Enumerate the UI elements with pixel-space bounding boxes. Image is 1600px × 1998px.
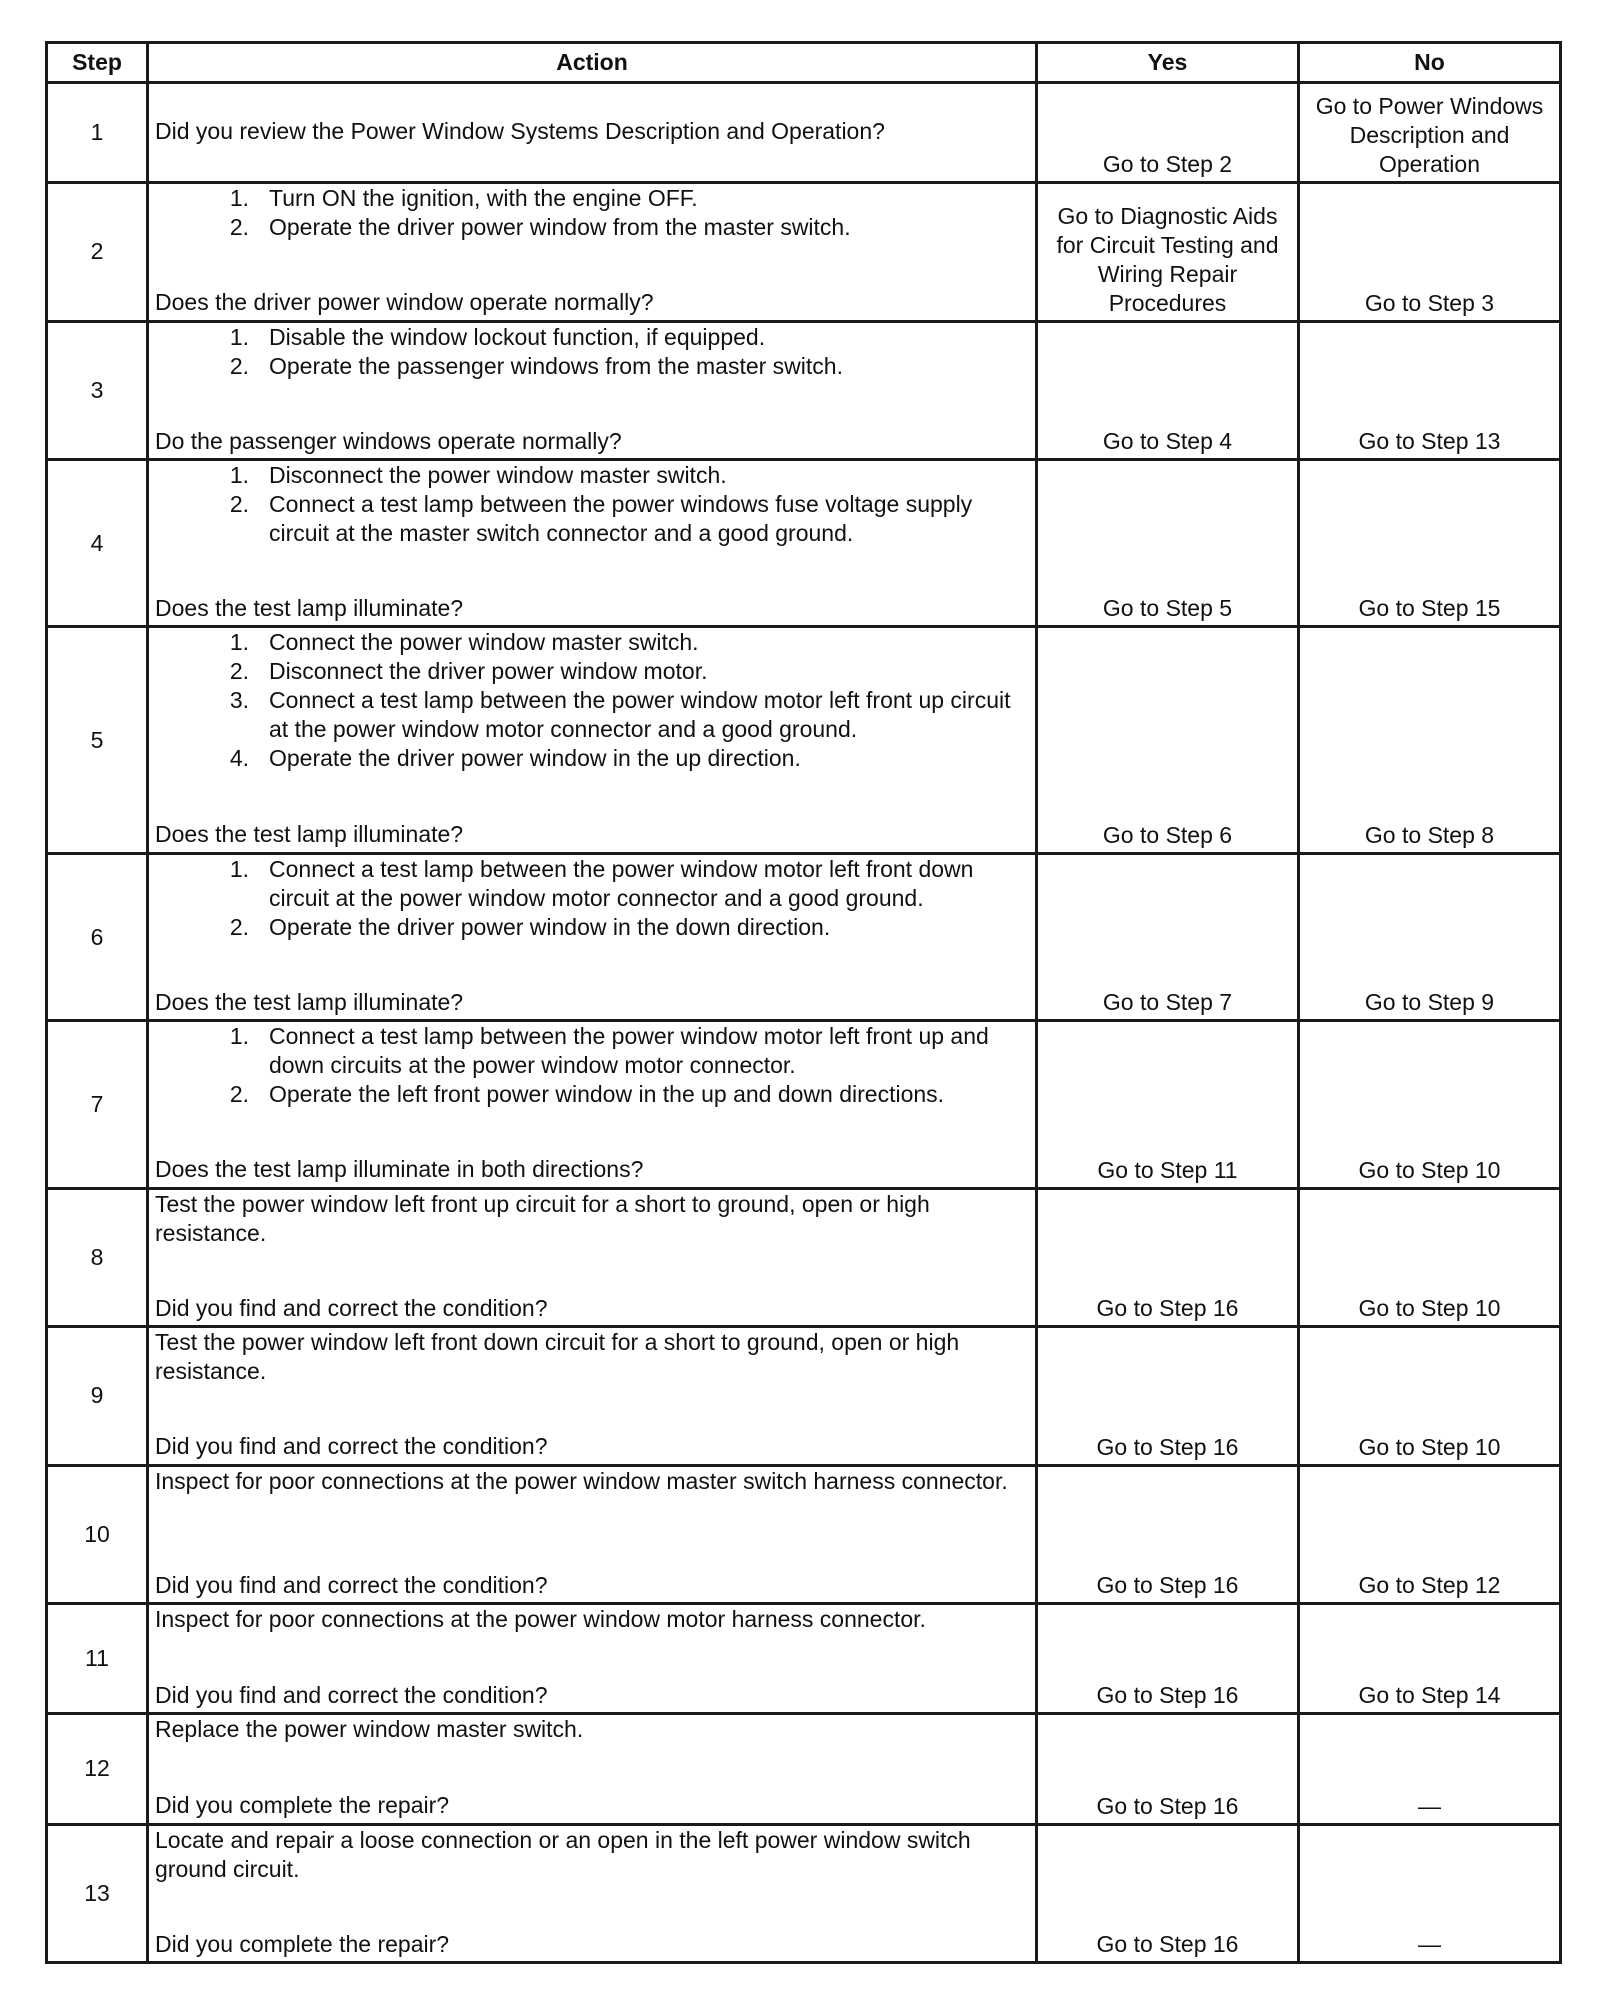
table-row bbox=[47, 627, 1561, 854]
yes-result: Go to Step 16 bbox=[1037, 1824, 1299, 1962]
table-row bbox=[47, 1021, 1561, 1188]
list-item-text: Operate the driver power window from the master switch. bbox=[269, 214, 851, 241]
step-number: 9 bbox=[47, 1327, 148, 1465]
list-item bbox=[155, 657, 1029, 686]
list-item-number: 1. bbox=[229, 629, 249, 656]
action-cell bbox=[148, 1603, 1037, 1713]
action-question: Does the test lamp illuminate? bbox=[155, 989, 464, 1016]
action-cell bbox=[148, 1188, 1037, 1326]
step-number: 6 bbox=[47, 854, 148, 1021]
action-instructions bbox=[155, 1826, 1029, 1884]
table-row bbox=[47, 1188, 1561, 1326]
yes-result: Go to Step 16 bbox=[1037, 1327, 1299, 1465]
action-instructions bbox=[155, 1715, 1029, 1744]
list-item-number: 1. bbox=[229, 185, 249, 212]
list-item-text: Operate the left front power window in the up and down directions. bbox=[269, 1081, 945, 1108]
no-result: Go to Step 10 bbox=[1299, 1327, 1561, 1465]
list-item-text: Operate the passenger windows from the master switch. bbox=[269, 352, 843, 379]
list-item bbox=[155, 628, 1029, 657]
header-step: Step bbox=[47, 43, 148, 83]
yes-result: Go to Step 16 bbox=[1037, 1603, 1299, 1713]
no-result: Go to Step 3 bbox=[1299, 183, 1561, 321]
list-item-text: Connect the power window master switch. bbox=[269, 629, 699, 656]
action-instructions bbox=[155, 184, 1029, 242]
list-item-text: Disable the window lockout function, if equipped. bbox=[269, 323, 766, 350]
action-paragraph: Test the power window left front down circuit for a short to ground, open or high resistance. bbox=[155, 1329, 960, 1385]
action-cell bbox=[148, 1327, 1037, 1465]
no-result: — bbox=[1299, 1824, 1561, 1962]
list-item-text: Turn ON the ignition, with the engine OFF. bbox=[269, 185, 698, 212]
table-row bbox=[47, 1603, 1561, 1713]
table-row bbox=[47, 1327, 1561, 1465]
no-result: Go to Step 8 bbox=[1299, 627, 1561, 854]
yes-result: Go to Step 16 bbox=[1037, 1465, 1299, 1603]
table-row bbox=[47, 183, 1561, 321]
header-yes: Yes bbox=[1037, 43, 1299, 83]
header-no: No bbox=[1299, 43, 1561, 83]
list-item bbox=[155, 213, 1029, 242]
action-question: Does the test lamp illuminate? bbox=[155, 594, 464, 621]
step-number: 13 bbox=[47, 1824, 148, 1962]
no-result: Go to Step 9 bbox=[1299, 854, 1561, 1021]
action-instructions bbox=[155, 461, 1029, 548]
list-item bbox=[155, 184, 1029, 213]
list-item bbox=[155, 744, 1029, 773]
header-action: Action bbox=[148, 43, 1037, 83]
yes-result: Go to Step 16 bbox=[1037, 1188, 1299, 1326]
action-paragraph: Inspect for poor connections at the power window motor harness connector. bbox=[155, 1605, 926, 1632]
action-cell bbox=[148, 1714, 1037, 1824]
action-cell bbox=[148, 1824, 1037, 1962]
list-item-number: 3. bbox=[229, 687, 249, 714]
yes-result: Go to Diagnostic Aids for Circuit Testing and Wiring Repair Procedures bbox=[1037, 183, 1299, 321]
action-steps-list bbox=[155, 628, 1029, 773]
action-cell bbox=[148, 83, 1037, 183]
step-number: 2 bbox=[47, 183, 148, 321]
action-cell bbox=[148, 459, 1037, 626]
list-item-text: Disconnect the driver power window motor. bbox=[269, 658, 708, 685]
step-number: 1 bbox=[47, 83, 148, 183]
action-question: Did you complete the repair? bbox=[155, 1930, 450, 1957]
step-number: 5 bbox=[47, 627, 148, 854]
action-instructions bbox=[155, 1467, 1029, 1496]
action-steps-list bbox=[155, 184, 1029, 242]
no-result: — bbox=[1299, 1714, 1561, 1824]
list-item bbox=[155, 1080, 1029, 1109]
action-steps-list bbox=[155, 461, 1029, 548]
table-row bbox=[47, 459, 1561, 626]
step-number: 7 bbox=[47, 1021, 148, 1188]
no-result: Go to Step 13 bbox=[1299, 321, 1561, 459]
action-question: Did you find and correct the condition? bbox=[155, 1681, 548, 1708]
action-question: Did you complete the repair? bbox=[155, 1792, 450, 1819]
table-row bbox=[47, 1714, 1561, 1824]
step-number: 11 bbox=[47, 1603, 148, 1713]
list-item bbox=[155, 461, 1029, 490]
list-item bbox=[155, 1022, 1029, 1080]
list-item-text: Disconnect the power window master switch. bbox=[269, 461, 727, 488]
action-cell bbox=[148, 1465, 1037, 1603]
action-question: Did you find and correct the condition? bbox=[155, 1571, 548, 1598]
table-row bbox=[47, 1465, 1561, 1603]
action-instructions bbox=[155, 628, 1029, 773]
step-number: 3 bbox=[47, 321, 148, 459]
action-paragraph: Replace the power window master switch. bbox=[155, 1716, 584, 1743]
list-item-number: 1. bbox=[229, 461, 249, 488]
list-item-text: Operate the driver power window in the down direction. bbox=[269, 914, 831, 941]
action-steps-list bbox=[155, 855, 1029, 942]
action-paragraph: Locate and repair a loose connection or an open in the left power window switch ground circuit. bbox=[155, 1826, 971, 1882]
action-cell bbox=[148, 854, 1037, 1021]
list-item bbox=[155, 352, 1029, 381]
action-question: Does the driver power window operate normally? bbox=[155, 289, 654, 316]
list-item bbox=[155, 855, 1029, 913]
no-result: Go to Step 15 bbox=[1299, 459, 1561, 626]
list-item-number: 1. bbox=[229, 323, 249, 350]
list-item-number: 2. bbox=[229, 352, 249, 379]
list-item bbox=[155, 913, 1029, 942]
yes-result: Go to Step 7 bbox=[1037, 854, 1299, 1021]
action-question: Does the test lamp illuminate in both directions? bbox=[155, 1156, 644, 1183]
action-instructions bbox=[155, 1190, 1029, 1248]
step-number: 4 bbox=[47, 459, 148, 626]
no-result: Go to Step 14 bbox=[1299, 1603, 1561, 1713]
action-paragraph: Inspect for poor connections at the power window master switch harness connector. bbox=[155, 1467, 1008, 1494]
action-steps-list bbox=[155, 1022, 1029, 1109]
action-cell bbox=[148, 321, 1037, 459]
action-question: Did you review the Power Window Systems Description and Operation? bbox=[155, 118, 885, 144]
step-number: 8 bbox=[47, 1188, 148, 1326]
list-item-number: 2. bbox=[229, 1081, 249, 1108]
list-item bbox=[155, 323, 1029, 352]
list-item-number: 1. bbox=[229, 1023, 249, 1050]
list-item-number: 2. bbox=[229, 658, 249, 685]
table-row bbox=[47, 321, 1561, 459]
list-item-number: 2. bbox=[229, 914, 249, 941]
yes-result: Go to Step 2 bbox=[1037, 83, 1299, 183]
table-row bbox=[47, 83, 1561, 183]
no-result: Go to Step 12 bbox=[1299, 1465, 1561, 1603]
list-item-text: Connect a test lamp between the power window motor left front up circuit at the power window motor connector and a good ground. bbox=[269, 687, 1011, 743]
no-result: Go to Power Windows Description and Operation bbox=[1299, 83, 1561, 183]
list-item bbox=[155, 490, 1029, 548]
yes-result: Go to Step 5 bbox=[1037, 459, 1299, 626]
list-item-text: Connect a test lamp between the power windows fuse voltage supply circuit at the master switch connector and a good ground. bbox=[269, 490, 973, 546]
action-paragraph: Test the power window left front up circuit for a short to ground, open or high resistance. bbox=[155, 1190, 930, 1246]
action-question: Does the test lamp illuminate? bbox=[155, 821, 464, 848]
action-instructions bbox=[155, 1328, 1029, 1386]
list-item bbox=[155, 686, 1029, 744]
diagnostic-table bbox=[45, 41, 1562, 1964]
no-result: Go to Step 10 bbox=[1299, 1021, 1561, 1188]
list-item-text: Connect a test lamp between the power window motor left front down circuit at the power window motor connector and a good ground. bbox=[269, 856, 974, 912]
list-item-number: 4. bbox=[229, 745, 249, 772]
action-instructions bbox=[155, 855, 1029, 942]
list-item-number: 2. bbox=[229, 490, 249, 517]
header-row bbox=[47, 43, 1561, 83]
action-instructions bbox=[155, 323, 1029, 381]
action-cell bbox=[148, 1021, 1037, 1188]
list-item-text: Connect a test lamp between the power window motor left front up and down circuits at the power window motor connector. bbox=[269, 1023, 989, 1079]
table-row bbox=[47, 854, 1561, 1021]
yes-result: Go to Step 4 bbox=[1037, 321, 1299, 459]
action-question: Do the passenger windows operate normally? bbox=[155, 427, 622, 454]
list-item-number: 2. bbox=[229, 214, 249, 241]
action-instructions bbox=[155, 1022, 1029, 1109]
action-cell bbox=[148, 183, 1037, 321]
action-question: Did you find and correct the condition? bbox=[155, 1433, 548, 1460]
yes-result: Go to Step 6 bbox=[1037, 627, 1299, 854]
list-item-text: Operate the driver power window in the up direction. bbox=[269, 745, 801, 772]
step-number: 10 bbox=[47, 1465, 148, 1603]
yes-result: Go to Step 16 bbox=[1037, 1714, 1299, 1824]
action-cell bbox=[148, 627, 1037, 854]
action-steps-list bbox=[155, 323, 1029, 381]
table-row bbox=[47, 1824, 1561, 1962]
action-instructions bbox=[155, 1605, 1029, 1634]
no-result: Go to Step 10 bbox=[1299, 1188, 1561, 1326]
step-number: 12 bbox=[47, 1714, 148, 1824]
list-item-number: 1. bbox=[229, 856, 249, 883]
action-question: Did you find and correct the condition? bbox=[155, 1294, 548, 1321]
yes-result: Go to Step 11 bbox=[1037, 1021, 1299, 1188]
